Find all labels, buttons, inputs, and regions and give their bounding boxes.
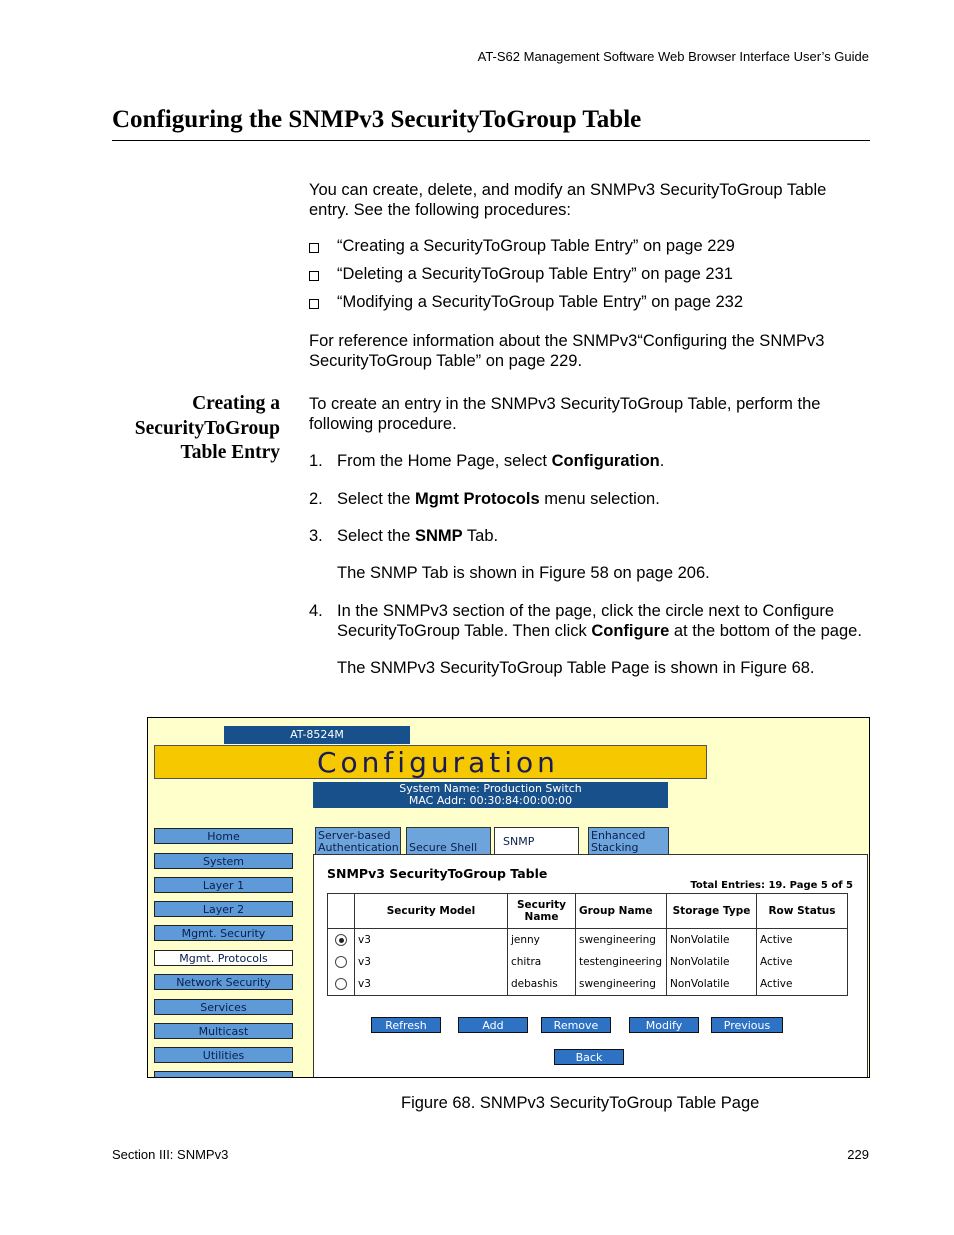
remove-button[interactable]: Remove: [541, 1017, 611, 1033]
snmp-panel: [313, 854, 868, 1078]
system-info-banner: System Name: Production Switch MAC Addr: 00:30:84:00:00:00: [313, 782, 668, 808]
nav-multicast[interactable]: Multicast: [154, 1023, 293, 1039]
step-3: 3. Select the SNMP Tab. The SNMP Tab is shown in Figure 58 on page 206.: [309, 526, 869, 583]
nav-home[interactable]: Home: [154, 828, 293, 844]
col-storage-type: Storage Type: [667, 894, 757, 929]
section-title: Configuring the SNMPv3 SecurityToGroup Table: [112, 106, 642, 133]
step-note: The SNMP Tab is shown in Figure 58 on page 206.: [337, 564, 710, 582]
figure-caption: Figure 68. SNMPv3 SecurityToGroup Table Page: [401, 1094, 760, 1112]
table-row: v3 debashis swengineering NonVolatile Active: [328, 973, 848, 996]
screenshot-figure: [147, 717, 870, 1078]
step-4: 4. In the SNMPv3 section of the page, click the circle next to Configure SecurityToGroup Table. Then click Configure at the bottom of the page. The SNMPv3 SecurityToGroup Table Page is shown in Figure 68.: [309, 601, 869, 678]
nav-utilities[interactable]: Utilities: [154, 1047, 293, 1063]
procedure-intro: To create an entry in the SNMPv3 SecurityToGroup Table, perform the following procedure.: [309, 395, 821, 433]
nav-services[interactable]: Services: [154, 999, 293, 1015]
col-row-status: Row Status: [757, 894, 848, 929]
footer-section: Section III: SNMPv3: [112, 1147, 229, 1162]
col-group-name: Group Name: [576, 894, 667, 929]
bullet-box-icon: [309, 243, 319, 253]
bullet-text: “Deleting a SecurityToGroup Table Entry” on page 231: [337, 265, 733, 283]
tab-authentication[interactable]: Server-based Authentication: [315, 827, 401, 855]
tab-snmp[interactable]: SNMP: [494, 827, 579, 855]
title-rule: [112, 140, 870, 141]
nav-mgmt-security[interactable]: Mgmt. Security: [154, 925, 293, 941]
step-1: 1. From the Home Page, select Configuration.: [309, 452, 665, 470]
row-select-radio[interactable]: [335, 956, 347, 968]
col-security-model: Security Model: [355, 894, 508, 929]
security-to-group-table: [327, 893, 848, 996]
side-heading: Creating a SecurityToGroup Table Entry: [134, 393, 280, 463]
nav-network-security[interactable]: Network Security: [154, 974, 293, 990]
running-header: AT-S62 Management Software Web Browser Interface User’s Guide: [477, 49, 869, 64]
bullet-text: “Modifying a SecurityToGroup Table Entry” on page 232: [337, 293, 744, 311]
bullet-text: “Creating a SecurityToGroup Table Entry” on page 229: [337, 237, 735, 255]
table-row: v3 jenny swengineering NonVolatile Active: [328, 929, 848, 952]
select-column-header: [328, 894, 355, 929]
table-row: v3 chitra testengineering NonVolatile Active: [328, 951, 848, 973]
back-button[interactable]: Back: [554, 1049, 624, 1065]
tab-secure-shell[interactable]: Secure Shell: [406, 827, 491, 855]
footer-page-number: 229: [847, 1147, 869, 1162]
step-note: The SNMPv3 SecurityToGroup Table Page is shown in Figure 68.: [337, 659, 815, 677]
bullet-box-icon: [309, 271, 319, 281]
col-security-name: Security Name: [508, 894, 576, 929]
tab-enhanced-stacking[interactable]: Enhanced Stacking: [588, 827, 669, 855]
add-button[interactable]: Add: [458, 1017, 528, 1033]
bullet-item: [309, 265, 733, 284]
total-entries: Total Entries: 19. Page 5 of 5: [690, 880, 853, 891]
bullet-item: [309, 237, 735, 256]
intro-paragraph: You can create, delete, and modify an SNMPv3 SecurityToGroup Table entry. See the following procedures:: [309, 181, 827, 219]
model-banner: AT-8524M: [224, 726, 410, 744]
table-title: SNMPv3 SecurityToGroup Table: [327, 866, 548, 881]
bullet-item: [309, 293, 743, 312]
nav-layer1[interactable]: Layer 1: [154, 877, 293, 893]
nav-more[interactable]: [154, 1071, 293, 1078]
row-select-radio[interactable]: [335, 934, 347, 946]
modify-button[interactable]: Modify: [629, 1017, 699, 1033]
bullet-box-icon: [309, 299, 319, 309]
reference-paragraph: For reference information about the SNMPv3“Configuring the SNMPv3 SecurityToGroup Table” on page 229.: [309, 332, 825, 370]
nav-mgmt-protocols[interactable]: Mgmt. Protocols: [154, 950, 293, 966]
previous-button[interactable]: Previous: [711, 1017, 783, 1033]
row-select-radio[interactable]: [335, 978, 347, 990]
refresh-button[interactable]: Refresh: [371, 1017, 441, 1033]
configuration-banner: Configuration: [154, 745, 707, 779]
step-2: 2. Select the Mgmt Protocols menu selection.: [309, 490, 660, 508]
nav-layer2[interactable]: Layer 2: [154, 901, 293, 917]
nav-system[interactable]: System: [154, 853, 293, 869]
